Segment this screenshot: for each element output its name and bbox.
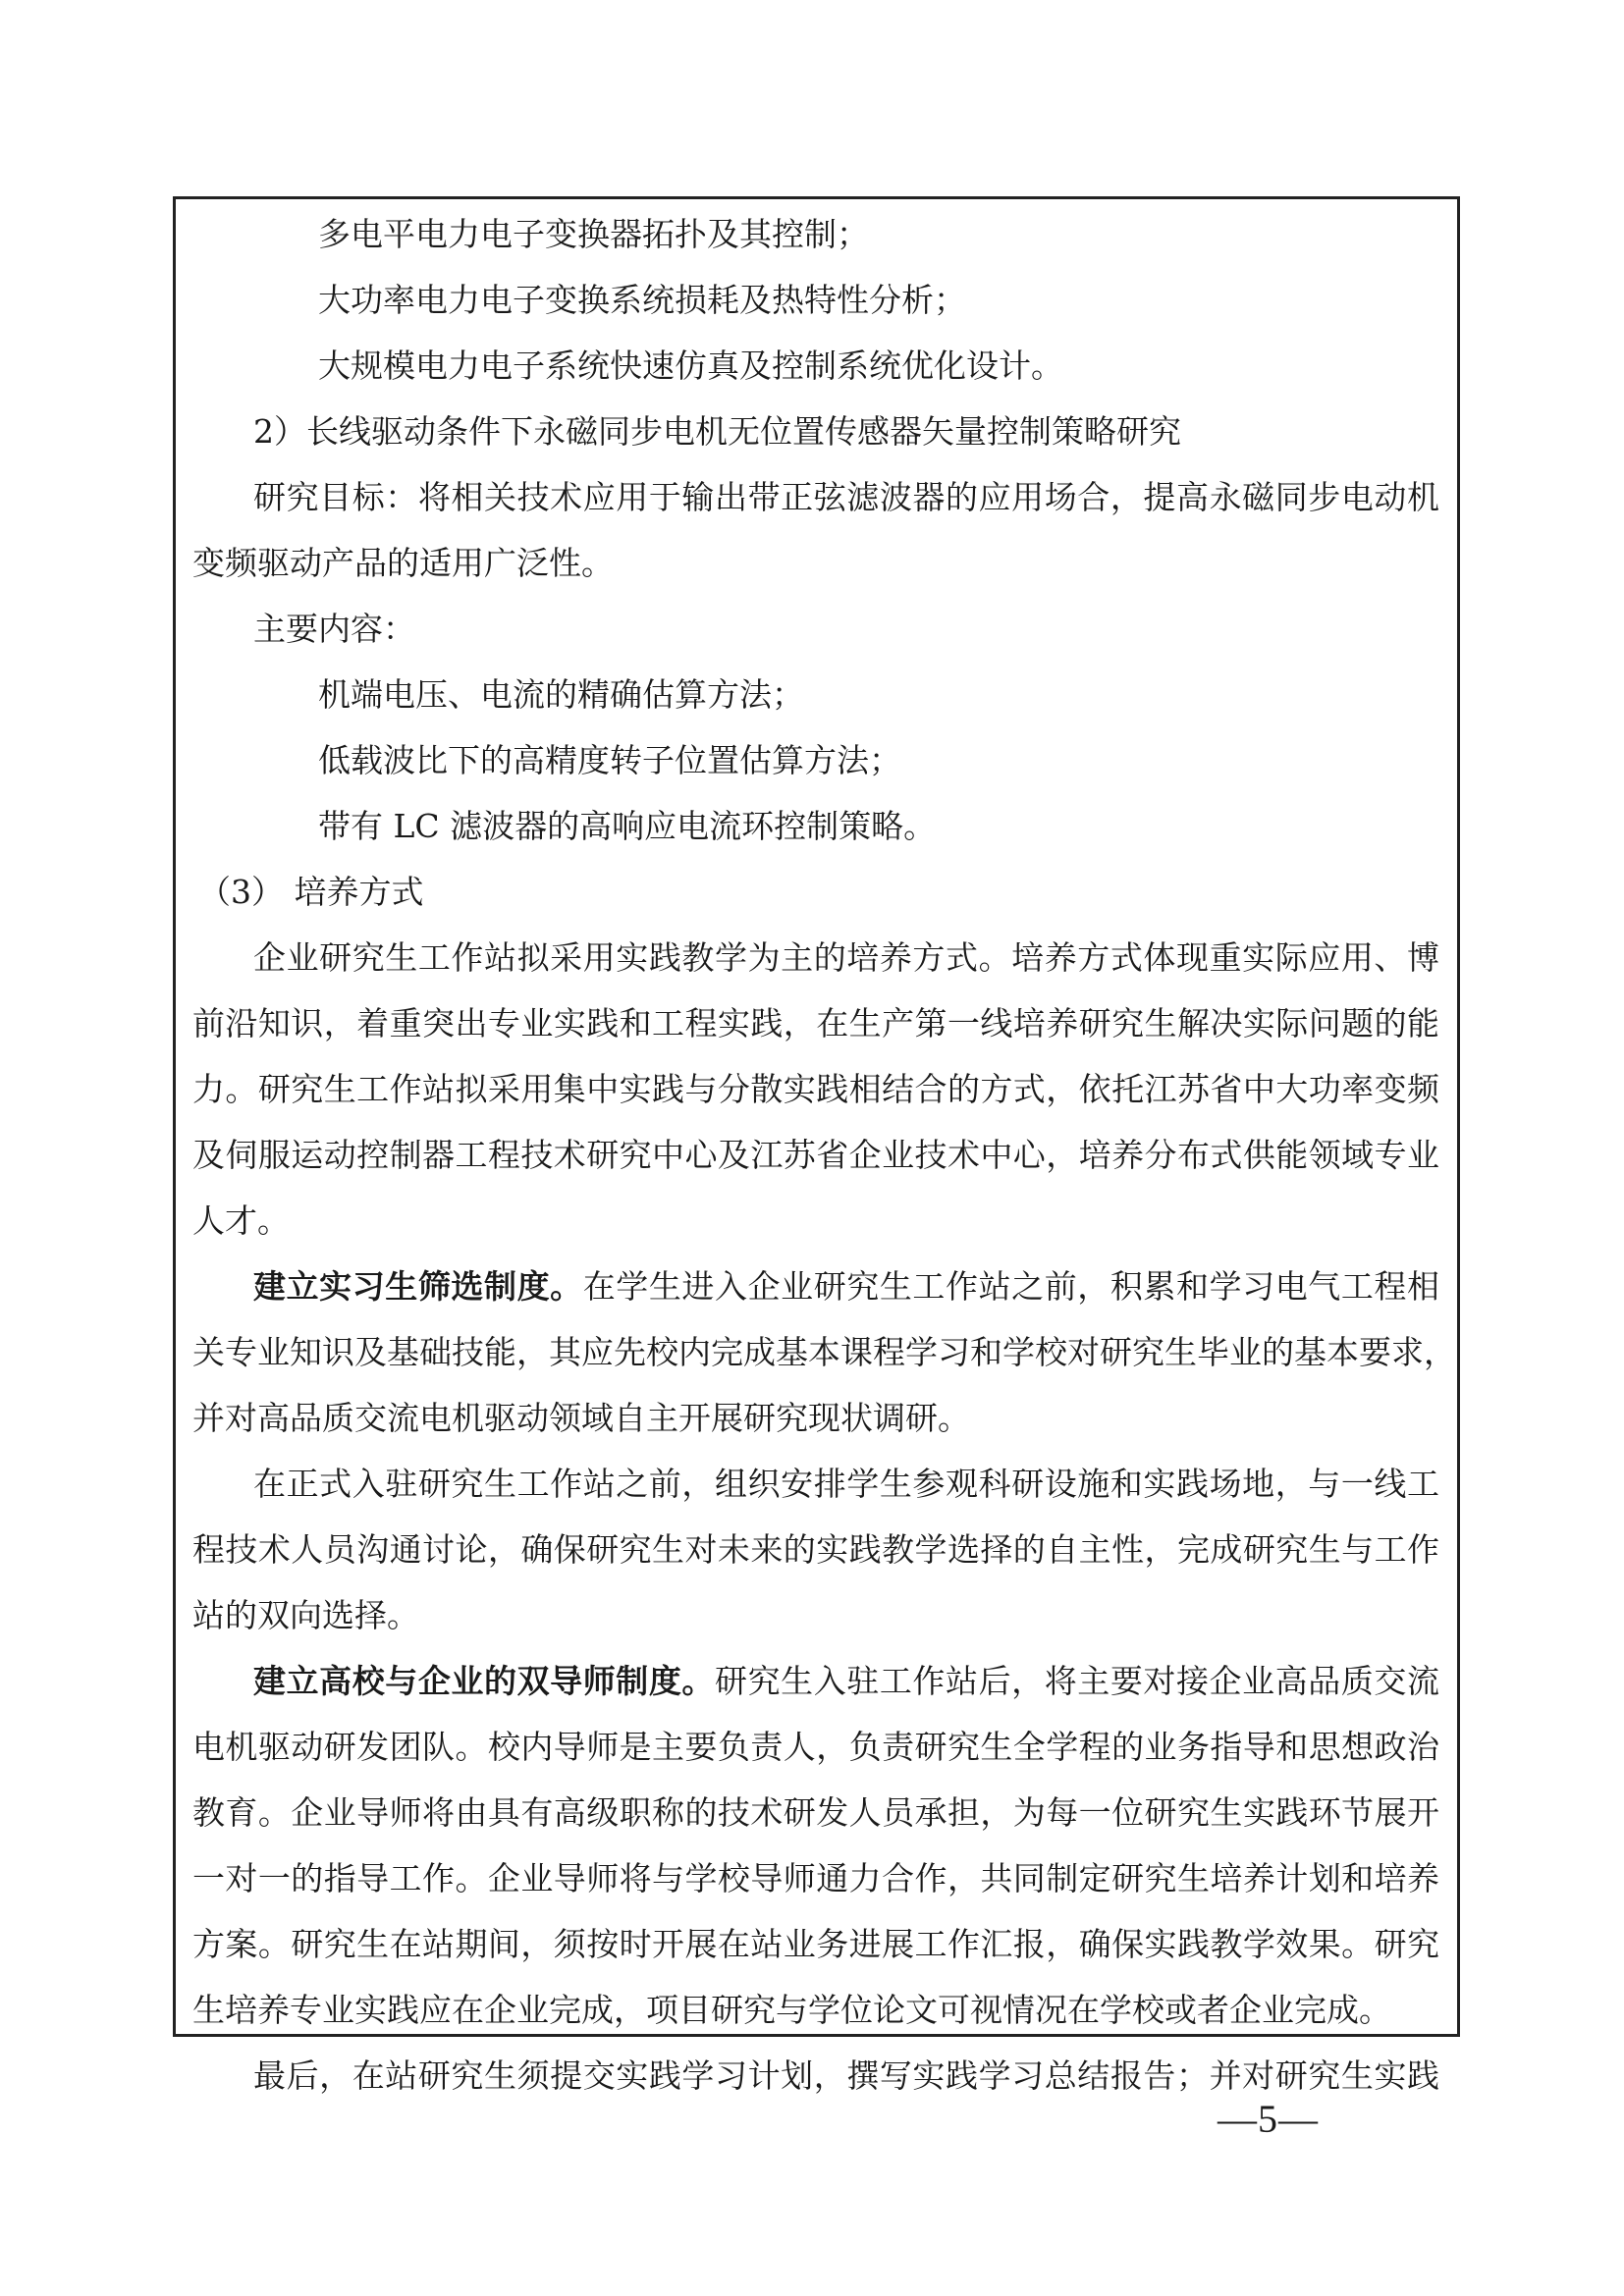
text-line: [192, 1648, 1439, 1714]
text-line: 生培养专业实践应在企业完成，项目研究与学位论文可视情况在学校或者企业完成。: [192, 1991, 1391, 2029]
bold-lead-text: 建立实习生筛选制度。: [253, 1267, 583, 1306]
text-line: 企业研究生工作站拟采用实践教学为主的培养方式。培养方式体现重实际应用、博: [253, 938, 1439, 977]
subsection-heading: 2）长线驱动条件下永磁同步电机无位置传感器矢量控制策略研究: [253, 412, 1181, 451]
page-number: —5—: [1218, 2097, 1319, 2141]
text-line: 一对一的指导工作。企业导师将与学校导师通力合作，共同制定研究生培养计划和培养: [192, 1859, 1439, 1897]
text-line: 最后，在站研究生须提交实践学习计划，撰写实践学习总结报告；并对研究生实践: [253, 2056, 1439, 2095]
text-line: 方案。研究生在站期间，须按时开展在站业务进展工作汇报，确保实践教学效果。研究: [192, 1925, 1439, 1963]
text-line: 研究目标：将相关技术应用于输出带正弦滤波器的应用场合，提高永磁同步电动机: [253, 478, 1439, 516]
section-heading: （3） 培养方式: [198, 873, 424, 911]
text-line: 主要内容：: [253, 610, 415, 648]
text-line: 程技术人员沟通讨论，确保研究生对未来的实践教学选择的自主性，完成研究生与工作: [192, 1530, 1439, 1569]
text-line: 前沿知识，着重突出专业实践和工程实践，在生产第一线培养研究生解决实际问题的能: [192, 1004, 1439, 1042]
document-body: [192, 201, 1456, 2109]
text-line: 关专业知识及基础技能，其应先校内完成基本课程学习和学校对研究生毕业的基本要求，: [192, 1333, 1456, 1371]
text-line: 大规模电力电子系统快速仿真及控制系统优化设计。: [318, 347, 1063, 385]
text-line: 并对高品质交流电机驱动领域自主开展研究现状调研。: [192, 1399, 970, 1437]
text-line: 大功率电力电子变换系统损耗及热特性分析；: [318, 281, 966, 319]
text-line: 低载波比下的高精度转子位置估算方法；: [318, 741, 901, 779]
text-line: 及伺服运动控制器工程技术研究中心及江苏省企业技术中心，培养分布式供能领域专业: [192, 1136, 1439, 1174]
text-line: 站的双向选择。: [192, 1596, 419, 1634]
text-line: 教育。企业导师将由具有高级职称的技术研发人员承担，为每一位研究生实践环节展开: [192, 1793, 1439, 1832]
text-span: 在学生进入企业研究生工作站之前，积累和学习电气工程相: [582, 1267, 1440, 1306]
text-line: 变频驱动产品的适用广泛性。: [192, 544, 614, 582]
text-line: 多电平电力电子变换器拓扑及其控制；: [318, 215, 869, 253]
text-line: 带有 LC 滤波器的高响应电流环控制策略。: [318, 807, 937, 845]
text-line: 人才。: [192, 1201, 290, 1240]
text-line: 机端电压、电流的精确估算方法；: [318, 675, 804, 714]
text-line: 在正式入驻研究生工作站之前，组织安排学生参观科研设施和实践场地，与一线工: [253, 1465, 1439, 1503]
text-line: [192, 1254, 1439, 1319]
text-span: 研究生入驻工作站后，将主要对接企业高品质交流: [715, 1662, 1439, 1700]
text-line: 电机驱动研发团队。校内导师是主要负责人，负责研究生全学程的业务指导和思想政治: [192, 1728, 1439, 1766]
text-line: 力。研究生工作站拟采用集中实践与分散实践相结合的方式，依托江苏省中大功率变频: [192, 1070, 1439, 1108]
bold-lead-text: 建立高校与企业的双导师制度。: [253, 1662, 715, 1700]
